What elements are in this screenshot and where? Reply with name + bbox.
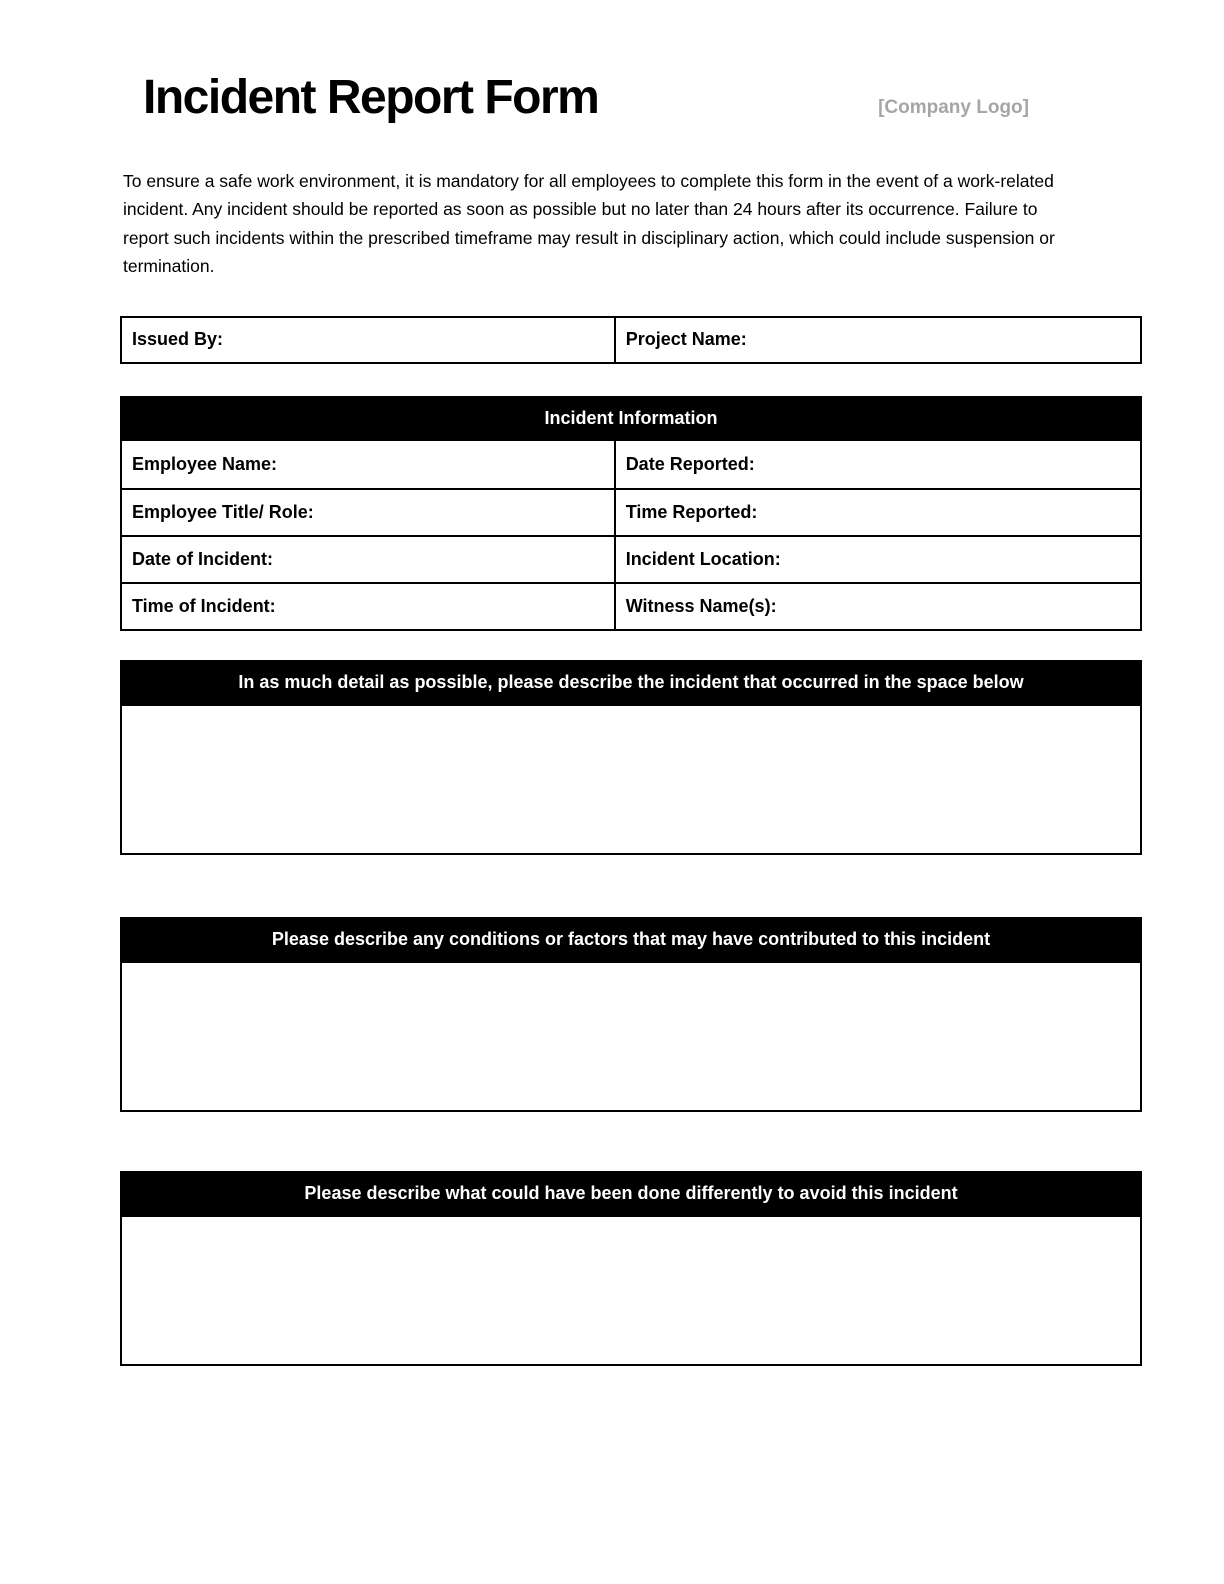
incident-info-table (120, 441, 1142, 631)
contributing-factors-header: Please describe any conditions or factors that may have contributed to this incident (120, 917, 1142, 963)
witness-names-label: Witness Name(s): (625, 595, 777, 616)
intro-paragraph: To ensure a safe work environment, it is mandatory for all employees to complete this form in the event of a work-related incident. Any incident should be reported as soon as possible but no later than 24 hours after its occurrence. Failure to report such incidents within the prescribed timeframe may result in disciplinary action, which could include suspension or termination. (123, 170, 1055, 277)
document-header (120, 72, 1142, 125)
date-of-incident-label: Date of Incident: (132, 548, 274, 569)
table-row (122, 535, 1140, 582)
project-name-label: Project Name: (625, 329, 747, 350)
incident-info-block (120, 396, 1142, 631)
prevention-box[interactable] (120, 1217, 1142, 1366)
incident-description-box[interactable] (120, 706, 1142, 855)
table-row (122, 582, 1140, 629)
issued-by-label: Issued By: (132, 329, 224, 350)
incident-location-label: Incident Location: (625, 548, 781, 569)
employee-title-label: Employee Title/ Role: (132, 501, 314, 522)
prevention-header: Please describe what could have been done differently to avoid this incident (120, 1171, 1142, 1217)
time-of-incident-field[interactable] (122, 584, 614, 629)
contributing-factors-section (120, 917, 1142, 1112)
incident-description-section (120, 660, 1142, 855)
employee-name-field[interactable] (122, 441, 614, 488)
incident-description-header: In as much detail as possible, please describe the incident that occurred in the space below (120, 660, 1142, 706)
table-row (122, 488, 1140, 535)
employee-title-field[interactable] (122, 490, 614, 535)
time-reported-label: Time Reported: (625, 501, 758, 522)
time-of-incident-label: Time of Incident: (132, 595, 276, 616)
contributing-factors-box[interactable] (120, 963, 1142, 1112)
prevention-section (120, 1171, 1142, 1366)
issued-by-table (120, 316, 1142, 364)
company-logo-placeholder: [Company Logo] (878, 97, 1029, 118)
project-name-field[interactable] (614, 318, 1140, 362)
issued-by-field[interactable] (122, 318, 614, 362)
incident-info-header: Incident Information (120, 396, 1142, 441)
employee-name-label: Employee Name: (132, 453, 278, 474)
page-title: Incident Report Form (143, 71, 599, 124)
time-reported-field[interactable] (614, 490, 1140, 535)
date-reported-field[interactable] (614, 441, 1140, 488)
date-reported-label: Date Reported: (625, 453, 755, 474)
date-of-incident-field[interactable] (122, 537, 614, 582)
incident-location-field[interactable] (614, 537, 1140, 582)
table-row (122, 441, 1140, 488)
witness-names-field[interactable] (614, 584, 1140, 629)
